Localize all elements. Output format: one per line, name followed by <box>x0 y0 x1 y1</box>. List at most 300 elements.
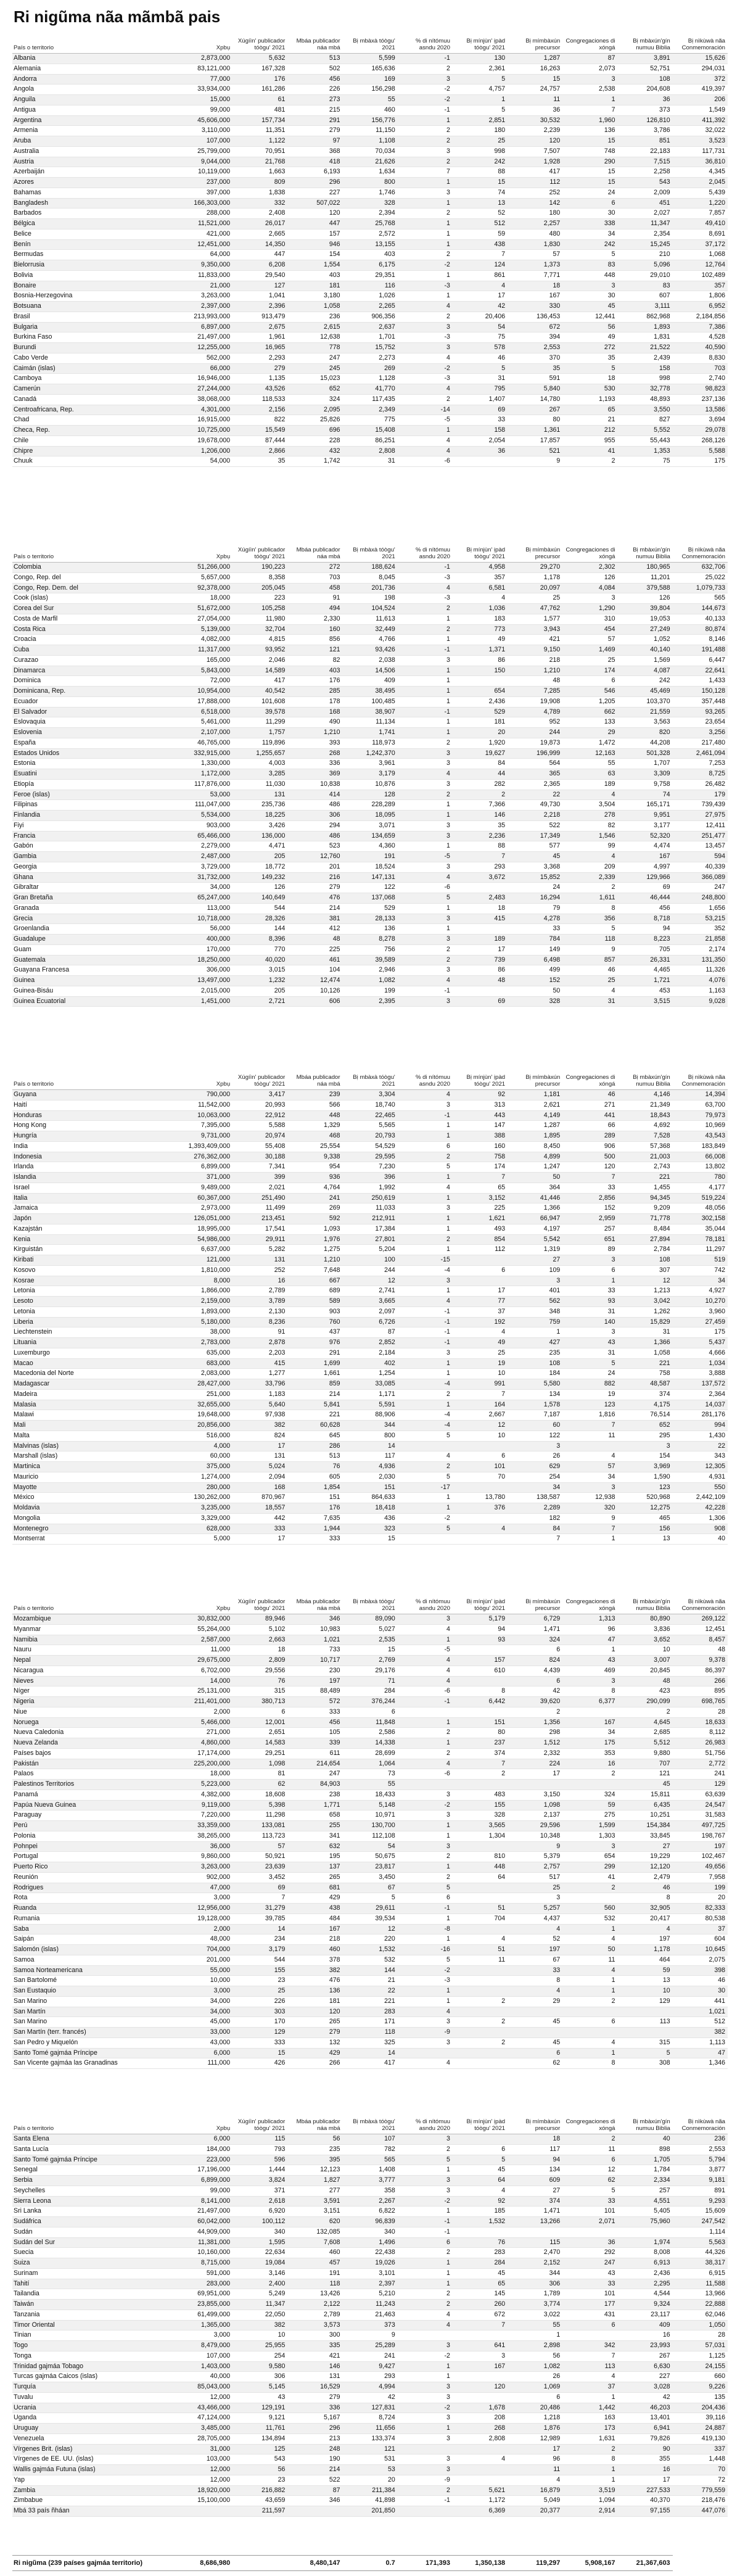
table-cell: 7,341 <box>232 1162 287 1173</box>
table-cell: 6 <box>343 1707 398 1717</box>
table-cell: 251,490 <box>232 1193 287 1203</box>
table-cell: 294 <box>287 820 342 831</box>
table-cell: 1,578 <box>508 1400 562 1410</box>
country-name: Liechtenstein <box>12 1327 178 1338</box>
table-cell: 2,852 <box>343 1338 398 1348</box>
table-cell: 3,263,000 <box>178 291 232 302</box>
table-cell: 374 <box>618 1389 673 1400</box>
table-cell: 5,542 <box>508 1234 562 1245</box>
table-cell: 80 <box>453 1728 508 1738</box>
table-cell: 3,285 <box>232 769 287 780</box>
table-row <box>12 1100 728 1110</box>
table-cell: 17 <box>453 291 508 302</box>
country-name: Zimbabue <box>12 2496 178 2506</box>
table-cell: 460 <box>287 2248 342 2258</box>
table-cell: 1 <box>398 2372 453 2382</box>
table-cell <box>508 2028 562 2038</box>
table-cell: 7,648 <box>287 1265 342 1276</box>
table-cell <box>398 2048 453 2058</box>
table-cell: 269 <box>343 363 398 374</box>
table-cell: 13 <box>453 198 508 208</box>
table-cell: 12,451 <box>673 1624 728 1635</box>
table-cell: 2 <box>398 1389 453 1400</box>
table-cell: 3,774 <box>508 2300 562 2310</box>
table-cell: 35,044 <box>673 1224 728 1234</box>
table-cell: 17 <box>618 2475 673 2485</box>
table-cell: 2 <box>398 2289 453 2300</box>
table-cell: 84,903 <box>287 1780 342 1790</box>
table-cell: 1,262 <box>618 1307 673 1317</box>
table-row <box>12 1686 728 1697</box>
table-cell: 24,155 <box>673 2361 728 2372</box>
table-row <box>12 415 728 426</box>
table-cell: 120 <box>287 208 342 219</box>
table-cell: 4,087 <box>618 666 673 676</box>
table-cell: 654 <box>453 687 508 697</box>
table-cell: 1 <box>398 115 453 126</box>
table-cell: 8 <box>562 2058 617 2069</box>
table-cell: 3 <box>562 1676 617 1686</box>
table-cell <box>453 676 508 687</box>
table-cell <box>453 1883 508 1893</box>
table-row <box>12 800 728 811</box>
country-name: Curazao <box>12 655 178 666</box>
table-cell: 2,856 <box>562 1193 617 1203</box>
table-cell: 154 <box>287 250 342 260</box>
table-cell: 15,408 <box>343 426 398 436</box>
table-cell: 2,203 <box>232 1348 287 1358</box>
table-cell: 20,406 <box>453 312 508 322</box>
table-cell: 1,255,657 <box>232 748 287 759</box>
table-cell: 3 <box>508 1276 562 1286</box>
table-cell <box>453 2007 508 2017</box>
table-cell: 93 <box>562 1297 617 1307</box>
column-header: Bị mbàxà tóògu' 2021 <box>343 1069 398 1090</box>
table-cell: 43 <box>562 2268 617 2279</box>
table-cell: 57 <box>562 1462 617 1472</box>
table-cell: 6,442 <box>453 1697 508 1707</box>
table-cell: 18 <box>232 1645 287 1656</box>
table-cell <box>453 1276 508 1286</box>
table-cell: 16,879 <box>508 2485 562 2496</box>
table-cell: 92,378,000 <box>178 583 232 593</box>
table-cell: 2,667 <box>453 1410 508 1421</box>
table-cell: 364 <box>508 1183 562 1193</box>
table-cell: 40,020 <box>232 955 287 965</box>
table-cell: 1,393,409,000 <box>178 1141 232 1152</box>
table-cell: 1 <box>562 1645 617 1656</box>
table-cell: -17 <box>398 1482 453 1493</box>
column-header: Xúgíìn' publicador tóògu' 2021 <box>232 33 287 54</box>
table-cell: 31,279 <box>232 1904 287 1914</box>
table-cell: 12,123 <box>287 2165 342 2176</box>
table-cell: 120 <box>508 136 562 147</box>
table-cell: 15,829 <box>618 1317 673 1327</box>
table-cell: 412 <box>287 924 342 935</box>
table-cell: 71,778 <box>618 1214 673 1224</box>
country-name: Aruba <box>12 136 178 147</box>
table-cell: 2 <box>398 1234 453 1245</box>
table-cell: 105,258 <box>232 604 287 614</box>
table-row <box>12 2300 728 2310</box>
table-cell: 12,441 <box>562 312 617 322</box>
table-cell: 94 <box>453 1624 508 1635</box>
table-cell: 45,606,000 <box>178 115 232 126</box>
table-cell: 50 <box>508 1173 562 1183</box>
table-cell: 4,860,000 <box>178 1738 232 1749</box>
table-cell: 5,145 <box>232 2382 287 2393</box>
table-cell: -4 <box>398 1410 453 1421</box>
table-cell: 46 <box>562 965 617 976</box>
table-cell: 609 <box>508 2176 562 2186</box>
table-cell: 122 <box>508 1430 562 1441</box>
table-cell: 46 <box>453 353 508 363</box>
country-name: Kenia <box>12 1234 178 1245</box>
country-name: Francia <box>12 831 178 841</box>
table-cell <box>453 1707 508 1717</box>
table-cell: 11,848 <box>343 1717 398 1728</box>
table-cell: 54,000 <box>178 456 232 467</box>
table-cell: 3 <box>398 2037 453 2048</box>
country-name: Bahamas <box>12 188 178 198</box>
table-cell: 6 <box>562 2155 617 2165</box>
table-cell: 40,370 <box>618 2496 673 2506</box>
table-row <box>12 1493 728 1503</box>
table-cell: 48 <box>287 935 342 945</box>
table-cell: 283 <box>343 2007 398 2017</box>
table-cell: 14,589 <box>232 666 287 676</box>
table-cell: 230 <box>287 1666 342 1676</box>
country-name: Congo, Rep. Dem. del <box>12 583 178 593</box>
table-row <box>12 2258 728 2269</box>
table-cell: 376 <box>453 1503 508 1514</box>
table-cell: 520,968 <box>618 1493 673 1503</box>
table-cell: 19,873 <box>508 738 562 748</box>
table-cell: 5,466,000 <box>178 1717 232 1728</box>
table-cell: 1 <box>398 1635 453 1645</box>
table-cell: 499 <box>508 965 562 976</box>
table-cell: 65 <box>453 1183 508 1193</box>
table-cell: 62,046 <box>673 2310 728 2320</box>
table-cell: 12,638 <box>287 332 342 343</box>
table-cell: 10 <box>453 1430 508 1441</box>
table-cell: 276,362,000 <box>178 1152 232 1162</box>
table-cell: 1,034 <box>673 1358 728 1369</box>
table-row <box>12 105 728 115</box>
country-name: Eslovaquia <box>12 717 178 728</box>
table-cell: 212,911 <box>343 1214 398 1224</box>
table-cell: 1,974 <box>618 2237 673 2248</box>
table-cell: 705 <box>618 944 673 955</box>
table-cell: 4,899 <box>508 1152 562 1162</box>
table-row <box>12 2506 728 2517</box>
table-row <box>12 1297 728 1307</box>
column-header: Bị nìkùwà nãa Conmemoración <box>673 1593 728 1614</box>
table-cell: 163 <box>562 2413 617 2424</box>
country-name: Zambia <box>12 2485 178 2496</box>
table-cell: 703 <box>287 572 342 583</box>
table-cell: 13,586 <box>673 405 728 415</box>
table-cell: 57 <box>232 1841 287 1852</box>
table-cell: 1,069 <box>508 2382 562 2393</box>
table-cell: 21 <box>562 415 617 426</box>
table-cell: -1 <box>398 2217 453 2227</box>
table-cell: 4,528 <box>673 332 728 343</box>
table-cell: 214 <box>287 2465 342 2475</box>
table-row <box>12 1430 728 1441</box>
country-name: Croacia <box>12 635 178 645</box>
country-name: Argentina <box>12 115 178 126</box>
table-cell: 21,000 <box>178 281 232 291</box>
country-name: Kirguistán <box>12 1245 178 1255</box>
table-cell: 25 <box>453 1348 508 1358</box>
table-row <box>12 2444 728 2454</box>
table-cell: 306 <box>508 2279 562 2289</box>
table-cell: 25,799,000 <box>178 146 232 157</box>
table-row <box>12 64 728 74</box>
table-cell <box>453 1482 508 1493</box>
table-cell: 402 <box>343 1358 398 1369</box>
table-cell: 44 <box>453 769 508 780</box>
table-cell: 84 <box>453 759 508 769</box>
table-cell: 3,042 <box>618 1297 673 1307</box>
table-cell: 2,095 <box>287 405 342 415</box>
table-cell: 6 <box>398 1893 453 1904</box>
table-cell: 4,382,000 <box>178 1790 232 1800</box>
table-cell: 33 <box>562 1183 617 1193</box>
column-header: Congregaciones di xóngá <box>562 2113 617 2134</box>
table-cell: 43,526 <box>232 384 287 395</box>
table-cell: 9,293 <box>673 2196 728 2207</box>
column-header: Bị mínjùn' ịpàd tóògu' 2021 <box>453 33 508 54</box>
table-cell: 9,951 <box>618 811 673 821</box>
table-cell: 1 <box>398 239 453 250</box>
table-cell: 9,731,000 <box>178 1131 232 1142</box>
table-cell: 324 <box>287 394 342 405</box>
table-row <box>12 1224 728 1234</box>
table-cell: 117,731 <box>673 146 728 157</box>
table-cell: -6 <box>398 883 453 893</box>
table-cell: 3,515 <box>618 996 673 1007</box>
table-cell: 10,645 <box>673 1945 728 1955</box>
country-name: Rota <box>12 1893 178 1904</box>
table-cell: 486 <box>287 831 342 841</box>
table-cell: 2,483 <box>453 893 508 904</box>
table-cell: 562 <box>508 1297 562 1307</box>
table-cell: 239 <box>287 1090 342 1100</box>
table-row <box>12 85 728 95</box>
table-cell: 2,621 <box>508 1100 562 1110</box>
table-cell: 429 <box>287 1893 342 1904</box>
table-cell: 7 <box>562 1173 617 1183</box>
table-cell <box>453 2465 508 2475</box>
table-cell: 4 <box>508 1986 562 1997</box>
table-cell: 1,472 <box>562 738 617 748</box>
table-cell: 516,000 <box>178 1430 232 1441</box>
table-cell: 251,000 <box>178 1389 232 1400</box>
table-cell: 1,371 <box>453 645 508 656</box>
table-cell: 6 <box>398 1141 453 1152</box>
table-cell: 632,706 <box>673 563 728 573</box>
table-cell: 289 <box>562 1131 617 1142</box>
table-cell: 5 <box>398 893 453 904</box>
table-cell: 5,398 <box>232 1800 287 1810</box>
table-row <box>12 635 728 645</box>
table-cell: 3 <box>398 831 453 841</box>
table-cell: 272 <box>287 563 342 573</box>
table-cell: 333 <box>232 1524 287 1534</box>
country-name: Nepal <box>12 1656 178 1666</box>
table-cell: 6,726 <box>343 1317 398 1327</box>
table-cell: 34 <box>508 1482 562 1493</box>
table-cell: 423 <box>618 1686 673 1697</box>
table-cell: 3,015 <box>232 965 287 976</box>
table-cell: 26,017 <box>232 219 287 229</box>
table-cell: 5 <box>453 363 508 374</box>
table-cell: 480 <box>508 229 562 239</box>
table-cell: 118 <box>287 2279 342 2289</box>
table-cell: 1,205 <box>562 696 617 707</box>
table-cell <box>453 1441 508 1451</box>
table-cell: 288,000 <box>178 208 232 219</box>
table-cell: 1,444 <box>232 2165 287 2176</box>
country-name: Saipán <box>12 1934 178 1945</box>
country-name: Tahití <box>12 2279 178 2289</box>
table-cell: 113,723 <box>232 1831 287 1841</box>
table-row <box>12 666 728 676</box>
table-cell: 87 <box>287 2485 342 2496</box>
table-cell: 3,961 <box>343 759 398 769</box>
table-cell: 403 <box>343 250 398 260</box>
table-row <box>12 852 728 862</box>
table-cell: 1,114 <box>673 2227 728 2237</box>
table-cell: 1 <box>398 229 453 239</box>
country-name: Angola <box>12 85 178 95</box>
table-cell: 371 <box>232 2186 287 2196</box>
table-cell: 199 <box>673 1883 728 1893</box>
table-cell: 10,160,000 <box>178 2248 232 2258</box>
table-cell: 8,045 <box>343 572 398 583</box>
table-cell: 2,073 <box>562 64 617 74</box>
table-cell: 1,403,000 <box>178 2361 232 2372</box>
table-cell: 1 <box>398 2361 453 2372</box>
table-cell: 41,446 <box>508 1193 562 1203</box>
table-cell: 1 <box>398 614 453 624</box>
table-cell: 102,467 <box>673 1852 728 1862</box>
country-name: Suiza <box>12 2258 178 2269</box>
table-cell: 1,287 <box>508 54 562 64</box>
table-cell: 19,908 <box>508 696 562 707</box>
table-cell: 7 <box>562 1421 617 1431</box>
table-cell: 23,855,000 <box>178 2300 232 2310</box>
table-cell: 27,054,000 <box>178 614 232 624</box>
table-cell: 1,306 <box>673 1513 728 1524</box>
table-cell: 237,136 <box>673 394 728 405</box>
table-cell: 22,888 <box>673 2300 728 2310</box>
table-cell: 113,000 <box>178 903 232 914</box>
table-cell: 3,565 <box>453 1821 508 1831</box>
country-name: Saba <box>12 1924 178 1934</box>
table-cell: 59 <box>562 1800 617 1810</box>
table-cell: 5 <box>618 2048 673 2058</box>
table-cell: 13,457 <box>673 841 728 852</box>
table-cell: 393 <box>287 738 342 748</box>
table-cell: 56 <box>287 2134 342 2145</box>
table-cell: 1 <box>398 270 453 281</box>
table-cell: 97,155 <box>618 2506 673 2517</box>
country-name: Salomón (islas) <box>12 1945 178 1955</box>
table-cell: 26 <box>508 1451 562 1462</box>
country-name: Tailandia <box>12 2289 178 2300</box>
table-cell: 370 <box>508 353 562 363</box>
table-cell: 199 <box>343 986 398 996</box>
table-cell: 11,761 <box>232 2424 287 2434</box>
table-cell: 7,507 <box>508 146 562 157</box>
table-row <box>12 2372 728 2382</box>
table-cell: 176 <box>287 1503 342 1514</box>
table-cell: 2,396 <box>232 302 287 312</box>
table-cell: 134,894 <box>232 2434 287 2444</box>
table-cell: 14,037 <box>673 1400 728 1410</box>
table-row <box>12 2392 728 2403</box>
table-cell: 105 <box>287 1728 342 1738</box>
column-header: País o territorio <box>12 1593 178 1614</box>
table-cell: 2,094 <box>232 1472 287 1482</box>
table-cell: 3,179 <box>343 769 398 780</box>
table-row <box>12 2382 728 2393</box>
table-cell: 43 <box>562 1656 617 1666</box>
table-cell: 10,000 <box>178 1976 232 1986</box>
table-cell: 18 <box>453 903 508 914</box>
table-cell: 21 <box>343 1976 398 1986</box>
table-cell: 3,550 <box>618 405 673 415</box>
country-name: Luxemburgo <box>12 1348 178 1358</box>
table-cell: 2,959 <box>562 1214 617 1224</box>
table-cell: 42,228 <box>673 1503 728 1514</box>
table-cell: 191 <box>287 2268 342 2279</box>
table-cell: 2,361 <box>453 64 508 74</box>
table-row <box>12 924 728 935</box>
table-cell: 45,469 <box>618 687 673 697</box>
table-cell: 20 <box>453 728 508 738</box>
table-row <box>12 831 728 841</box>
table-cell: 703 <box>673 363 728 374</box>
table-cell <box>453 2444 508 2454</box>
table-cell: 1,816 <box>562 1410 617 1421</box>
table-cell: 306 <box>287 811 342 821</box>
column-header: % di nítómuu asndu 2020 <box>398 1069 453 1090</box>
table-cell: 7 <box>453 1389 508 1400</box>
table-cell: 56,000 <box>178 924 232 935</box>
table-cell: 7,386 <box>673 322 728 332</box>
table-cell: 111,000 <box>178 2058 232 2069</box>
table-cell: 7,187 <box>508 1410 562 1421</box>
table-cell: 2 <box>398 136 453 147</box>
table-cell: 47 <box>673 2048 728 2058</box>
country-name: Estados Unidos <box>12 748 178 759</box>
table-cell: 130,700 <box>343 1821 398 1831</box>
table-cell: 28,427,000 <box>178 1379 232 1390</box>
table-cell: 14,394 <box>673 1090 728 1100</box>
country-name: Suecia <box>12 2248 178 2258</box>
table-cell: 277 <box>287 2186 342 2196</box>
table-cell: 113 <box>562 2361 617 2372</box>
table-cell: 2,279,000 <box>178 841 232 852</box>
table-cell: 3 <box>562 1841 617 1852</box>
table-cell: 3,071 <box>343 820 398 831</box>
table-cell: 48,056 <box>673 1203 728 1214</box>
table-row <box>12 2341 728 2351</box>
